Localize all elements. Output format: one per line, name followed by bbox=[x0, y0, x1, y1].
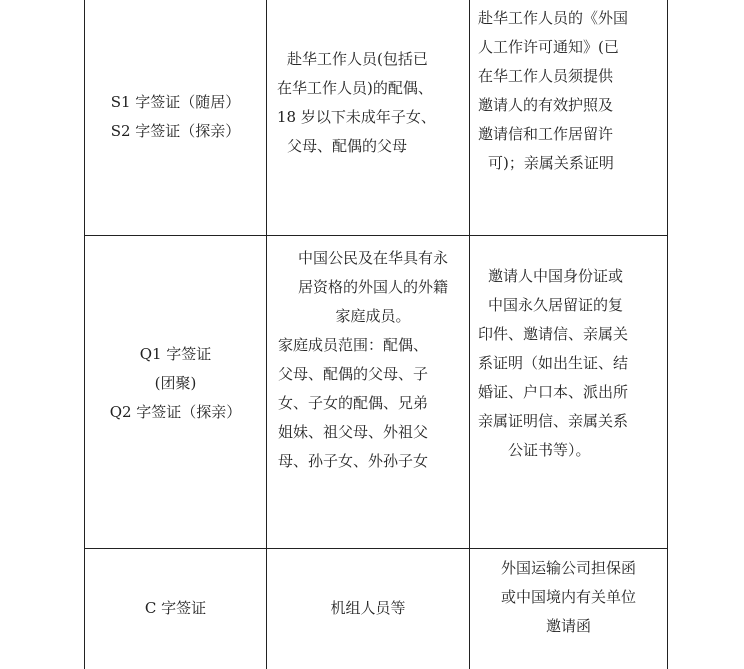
applicant-line: 18 岁以下未成年子女、 bbox=[277, 108, 436, 126]
applicant-cell-q1-q2 bbox=[278, 244, 468, 476]
document-line: 系证明（如出生证、结 bbox=[478, 354, 629, 372]
documents-cell-c bbox=[470, 554, 667, 641]
applicant-line: 居资格的外国人的外籍 bbox=[297, 278, 448, 296]
visa-type-cell-s1-s2 bbox=[84, 88, 267, 146]
applicant-line: 姐妹、祖父母、外祖父 bbox=[278, 423, 429, 441]
document-line: 在华工作人员须提供 bbox=[478, 67, 614, 85]
visa-type-cell-q1-q2 bbox=[84, 340, 267, 427]
document-line: 可)；亲属关系证明 bbox=[488, 154, 614, 172]
document-line: 亲属证明信、亲属关系 bbox=[478, 412, 629, 430]
row-divider-1 bbox=[84, 235, 668, 236]
applicant-cell-s1-s2 bbox=[277, 45, 467, 161]
document-line: 人工作许可通知》(已 bbox=[478, 38, 619, 56]
applicant-line: 机组人员等 bbox=[330, 599, 406, 617]
applicant-line: 女、子女的配偶、兄弟 bbox=[278, 394, 429, 412]
visa-type-line: Q2 字签证（探亲） bbox=[109, 403, 242, 421]
document-line: 邀请人中国身份证或 bbox=[488, 267, 624, 285]
applicant-line: 父母、配偶的父母、子 bbox=[278, 365, 429, 383]
document-line: 邀请人的有效护照及 bbox=[478, 96, 614, 114]
visa-type-line: S1 字签证（随居） bbox=[110, 93, 241, 111]
document-line: 外国运输公司担保函 bbox=[500, 559, 636, 577]
document-line: 赴华工作人员的《外国 bbox=[478, 9, 629, 27]
visa-type-line: S2 字签证（探亲） bbox=[110, 122, 241, 140]
document-line: 印件、邀请信、亲属关 bbox=[478, 325, 629, 343]
visa-type-line: C 字签证 bbox=[144, 599, 207, 617]
visa-type-cell-c bbox=[84, 594, 267, 623]
applicant-line: 中国公民及在华具有永 bbox=[297, 249, 448, 267]
document-line: 或中国境内有关单位 bbox=[500, 588, 636, 606]
document-line: 公证书等）。 bbox=[508, 441, 591, 459]
applicant-line: 家庭成员。 bbox=[335, 307, 411, 325]
document-line: 中国永久居留证的复 bbox=[488, 296, 624, 314]
document-line: 邀请函 bbox=[545, 617, 591, 635]
visa-type-line: (团聚) bbox=[154, 374, 197, 392]
documents-cell-s1-s2 bbox=[478, 4, 666, 178]
visa-type-line: Q1 字签证 bbox=[139, 345, 212, 363]
document-line: 婚证、户口本、派出所 bbox=[478, 383, 629, 401]
table-border-right bbox=[667, 0, 668, 669]
documents-cell-q1-q2 bbox=[478, 262, 666, 465]
applicant-line: 在华工作人员)的配偶、 bbox=[277, 79, 433, 97]
applicant-line: 家庭成员范围：配偶、 bbox=[278, 336, 429, 354]
applicant-line: 赴华工作人员(包括已 bbox=[287, 50, 428, 68]
applicant-line: 母、孙子女、外孙子女 bbox=[278, 452, 429, 470]
applicant-line: 父母、配偶的父母 bbox=[287, 137, 408, 155]
applicant-cell-c bbox=[267, 594, 469, 623]
document-line: 邀请信和工作居留许 bbox=[478, 125, 614, 143]
row-divider-2 bbox=[84, 548, 668, 549]
